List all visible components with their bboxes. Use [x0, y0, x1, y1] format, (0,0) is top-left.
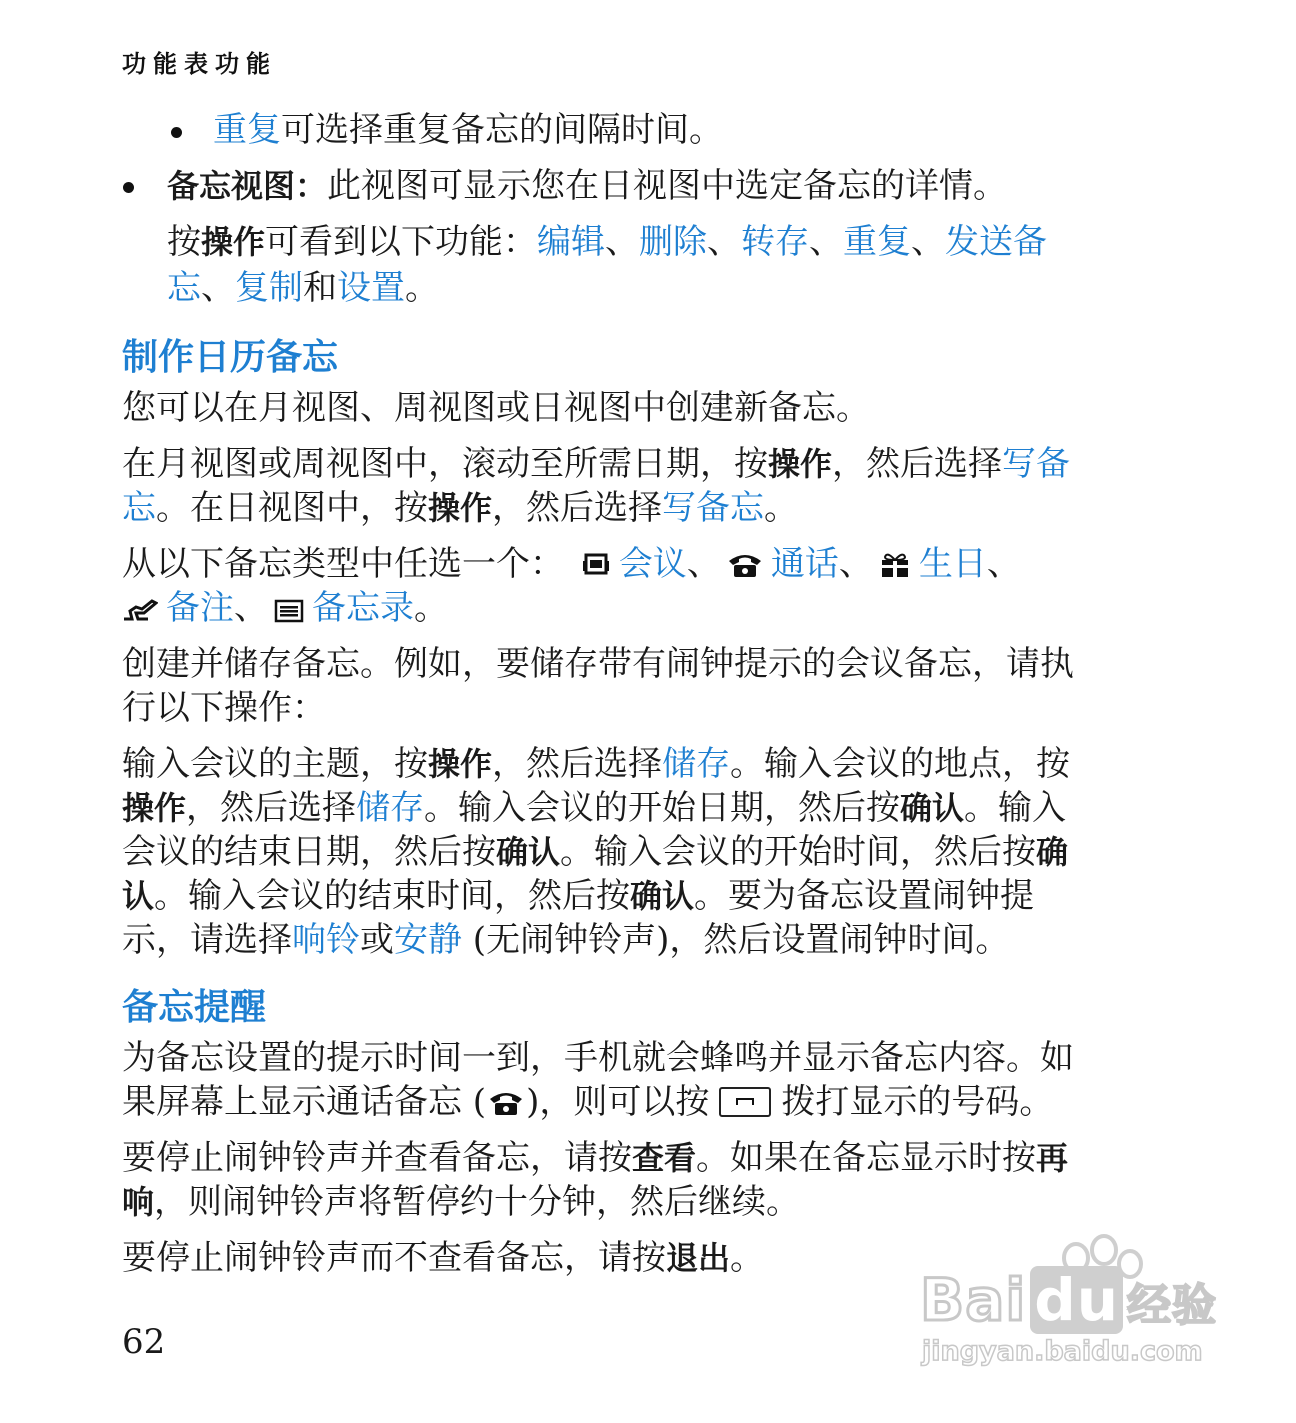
separator: 、 — [686, 544, 721, 584]
meeting-icon — [581, 551, 611, 579]
baidu-watermark — [918, 1228, 1218, 1378]
text: 果屏幕上显示通话备忘 ( — [122, 1082, 487, 1122]
watermark-brand-bai: Bai — [920, 1266, 1027, 1334]
watermark-brand-cn: 经验 — [1127, 1280, 1218, 1331]
text: 按 — [167, 222, 201, 262]
phone-icon — [488, 1089, 524, 1117]
link-call[interactable]: 通话 — [770, 544, 839, 584]
text: 。输入会议的开始时间，然后按 — [560, 832, 1037, 872]
link-silent[interactable]: 安静 — [394, 920, 462, 960]
separator: 、 — [234, 588, 268, 628]
paragraph-line — [122, 742, 1142, 786]
notes-list-icon — [274, 599, 304, 623]
text: 和 — [303, 268, 337, 308]
text: 。 — [414, 588, 448, 628]
text: ，然后选择 — [492, 744, 663, 784]
text: (无闹钟铃声)，然后设置闹钟时间。 — [462, 920, 1010, 960]
note-types-line2 — [122, 586, 1142, 630]
softkey-options: 操作 — [768, 445, 833, 483]
paragraph-line — [122, 874, 1142, 918]
watermark-brand — [920, 1266, 1217, 1334]
text: 。输入 — [964, 788, 1067, 828]
softkey-ok: 确 — [1036, 833, 1069, 871]
separator: 、 — [201, 268, 235, 308]
link-edit[interactable]: 编辑 — [537, 222, 606, 262]
text: 输入会议的主题，按 — [122, 744, 428, 784]
section-heading-note-alarm: 备忘提醒 — [122, 987, 267, 1028]
text: 。 — [764, 488, 799, 528]
softkey-view: 查看 — [632, 1139, 697, 1177]
text: 。输入会议的地点，按 — [730, 744, 1071, 784]
link-write-note-cont[interactable]: 忘 — [122, 488, 156, 528]
paragraph-line — [122, 830, 1142, 874]
text: 或 — [360, 920, 394, 960]
page-number: 62 — [122, 1322, 166, 1362]
note-types-line1 — [122, 542, 1142, 586]
paragraph-line — [122, 1080, 1142, 1124]
softkey-ok-cont: 认 — [122, 877, 155, 915]
text: 。 — [730, 1238, 765, 1278]
text: ，然后选择 — [492, 488, 663, 528]
paragraph-line — [122, 786, 1142, 830]
link-memo[interactable]: 备注 — [166, 588, 234, 628]
softkey-options: 操作 — [428, 489, 493, 527]
text: 要停止闹钟铃声并查看备忘，请按 — [122, 1138, 632, 1178]
text: )，则可以按 — [526, 1082, 710, 1122]
paragraph-line — [122, 1180, 1142, 1224]
softkey-ok: 确认 — [900, 789, 965, 827]
link-write-note-2[interactable]: 写备忘 — [662, 488, 765, 528]
softkey-options: 操作 — [428, 745, 493, 783]
note-view-options-line1 — [167, 220, 1187, 264]
softkey-exit: 退出 — [666, 1239, 731, 1277]
link-send-note[interactable]: 发送备 — [945, 222, 1048, 262]
link-meeting[interactable]: 会议 — [618, 544, 687, 584]
text: 要停止闹钟铃声而不查看备忘，请按 — [122, 1238, 666, 1278]
pen-memo-icon — [122, 599, 158, 623]
bullet-dot — [123, 182, 134, 193]
separator: 、 — [707, 222, 742, 262]
text: ，则闹钟铃声将暂停约十分钟，然后继续。 — [154, 1182, 801, 1222]
paragraph-line — [122, 442, 1142, 486]
gift-icon — [879, 551, 911, 579]
softkey-ok: 确认 — [630, 877, 695, 915]
text: 。如果在备忘显示时按 — [696, 1138, 1037, 1178]
text: 会议的结束日期，然后按 — [122, 832, 496, 872]
separator: 、 — [986, 544, 1021, 584]
paragraph-line — [122, 1136, 1142, 1180]
softkey-options: 操作 — [201, 223, 266, 261]
link-copy[interactable]: 复制 — [235, 268, 303, 308]
note-view-options-line2 — [167, 266, 1187, 310]
separator: 、 — [911, 222, 946, 262]
softkey-snooze-cont: 响 — [122, 1183, 155, 1221]
call-key-icon — [719, 1087, 771, 1117]
bullet-text: 此视图可显示您在日视图中选定备忘的详情。 — [327, 166, 1008, 206]
paragraph-line — [122, 486, 1142, 530]
link-repeat-2[interactable]: 重复 — [843, 222, 912, 262]
link-ring[interactable]: 响铃 — [292, 920, 360, 960]
text: ，然后选择 — [186, 788, 357, 828]
text: 示，请选择 — [122, 920, 292, 960]
text: 从以下备忘类型中任选一个： — [122, 544, 564, 584]
separator: 、 — [809, 222, 844, 262]
text: 。 — [405, 268, 439, 308]
bullet-note-view — [167, 164, 1187, 208]
link-notes[interactable]: 备忘录 — [312, 588, 414, 628]
text: 在月视图或周视图中，滚动至所需日期，按 — [122, 444, 768, 484]
bullet-text: 可选择重复备忘的间隔时间。 — [281, 110, 723, 150]
text: 。在日视图中，按 — [156, 488, 428, 528]
phone-icon — [727, 551, 763, 579]
link-send-note-cont[interactable]: 忘 — [167, 268, 201, 308]
paragraph: 您可以在月视图、周视图或日视图中创建新备忘。 — [122, 388, 870, 428]
softkey-options: 操作 — [122, 789, 187, 827]
link-write-note[interactable]: 写备 — [1002, 444, 1071, 484]
section-heading-make-note: 制作日历备忘 — [122, 337, 339, 378]
softkey-snooze: 再 — [1036, 1139, 1069, 1177]
text: 拨打显示的号码。 — [781, 1082, 1054, 1122]
bullet-repeat — [213, 108, 1233, 152]
text: 可看到以下功能： — [265, 222, 538, 262]
separator: 、 — [605, 222, 640, 262]
link-delete[interactable]: 删除 — [639, 222, 708, 262]
watermark-url: jingyan.baidu.com — [922, 1336, 1203, 1367]
link-save-2[interactable]: 储存 — [356, 788, 425, 828]
text: 。要为备忘设置闹钟提 — [694, 876, 1035, 916]
softkey-ok: 确认 — [496, 833, 561, 871]
bullet-dot — [171, 127, 182, 138]
link-move[interactable]: 转存 — [741, 222, 810, 262]
link-repeat[interactable]: 重复 — [213, 110, 281, 150]
paragraph-line: 创建并储存备忘。例如，要储存带有闹钟提示的会议备忘，请执 — [122, 644, 1074, 684]
bullet-title: 备忘视图： — [167, 167, 328, 205]
link-settings[interactable]: 设置 — [337, 268, 405, 308]
text: 。输入会议的结束时间，然后按 — [154, 876, 631, 916]
link-birthday[interactable]: 生日 — [918, 544, 987, 584]
watermark-brand-du: du — [1030, 1266, 1123, 1334]
running-head: 功能表功能 — [122, 50, 277, 78]
paragraph-line — [122, 918, 1142, 962]
paragraph-line: 行以下操作： — [122, 688, 326, 728]
separator: 、 — [838, 544, 873, 584]
text: 。输入会议的开始日期，然后按 — [424, 788, 901, 828]
paragraph-line: 为备忘设置的提示时间一到，手机就会蜂鸣并显示备忘内容。如 — [122, 1038, 1074, 1078]
text: ，然后选择 — [832, 444, 1003, 484]
link-save[interactable]: 储存 — [662, 744, 731, 784]
